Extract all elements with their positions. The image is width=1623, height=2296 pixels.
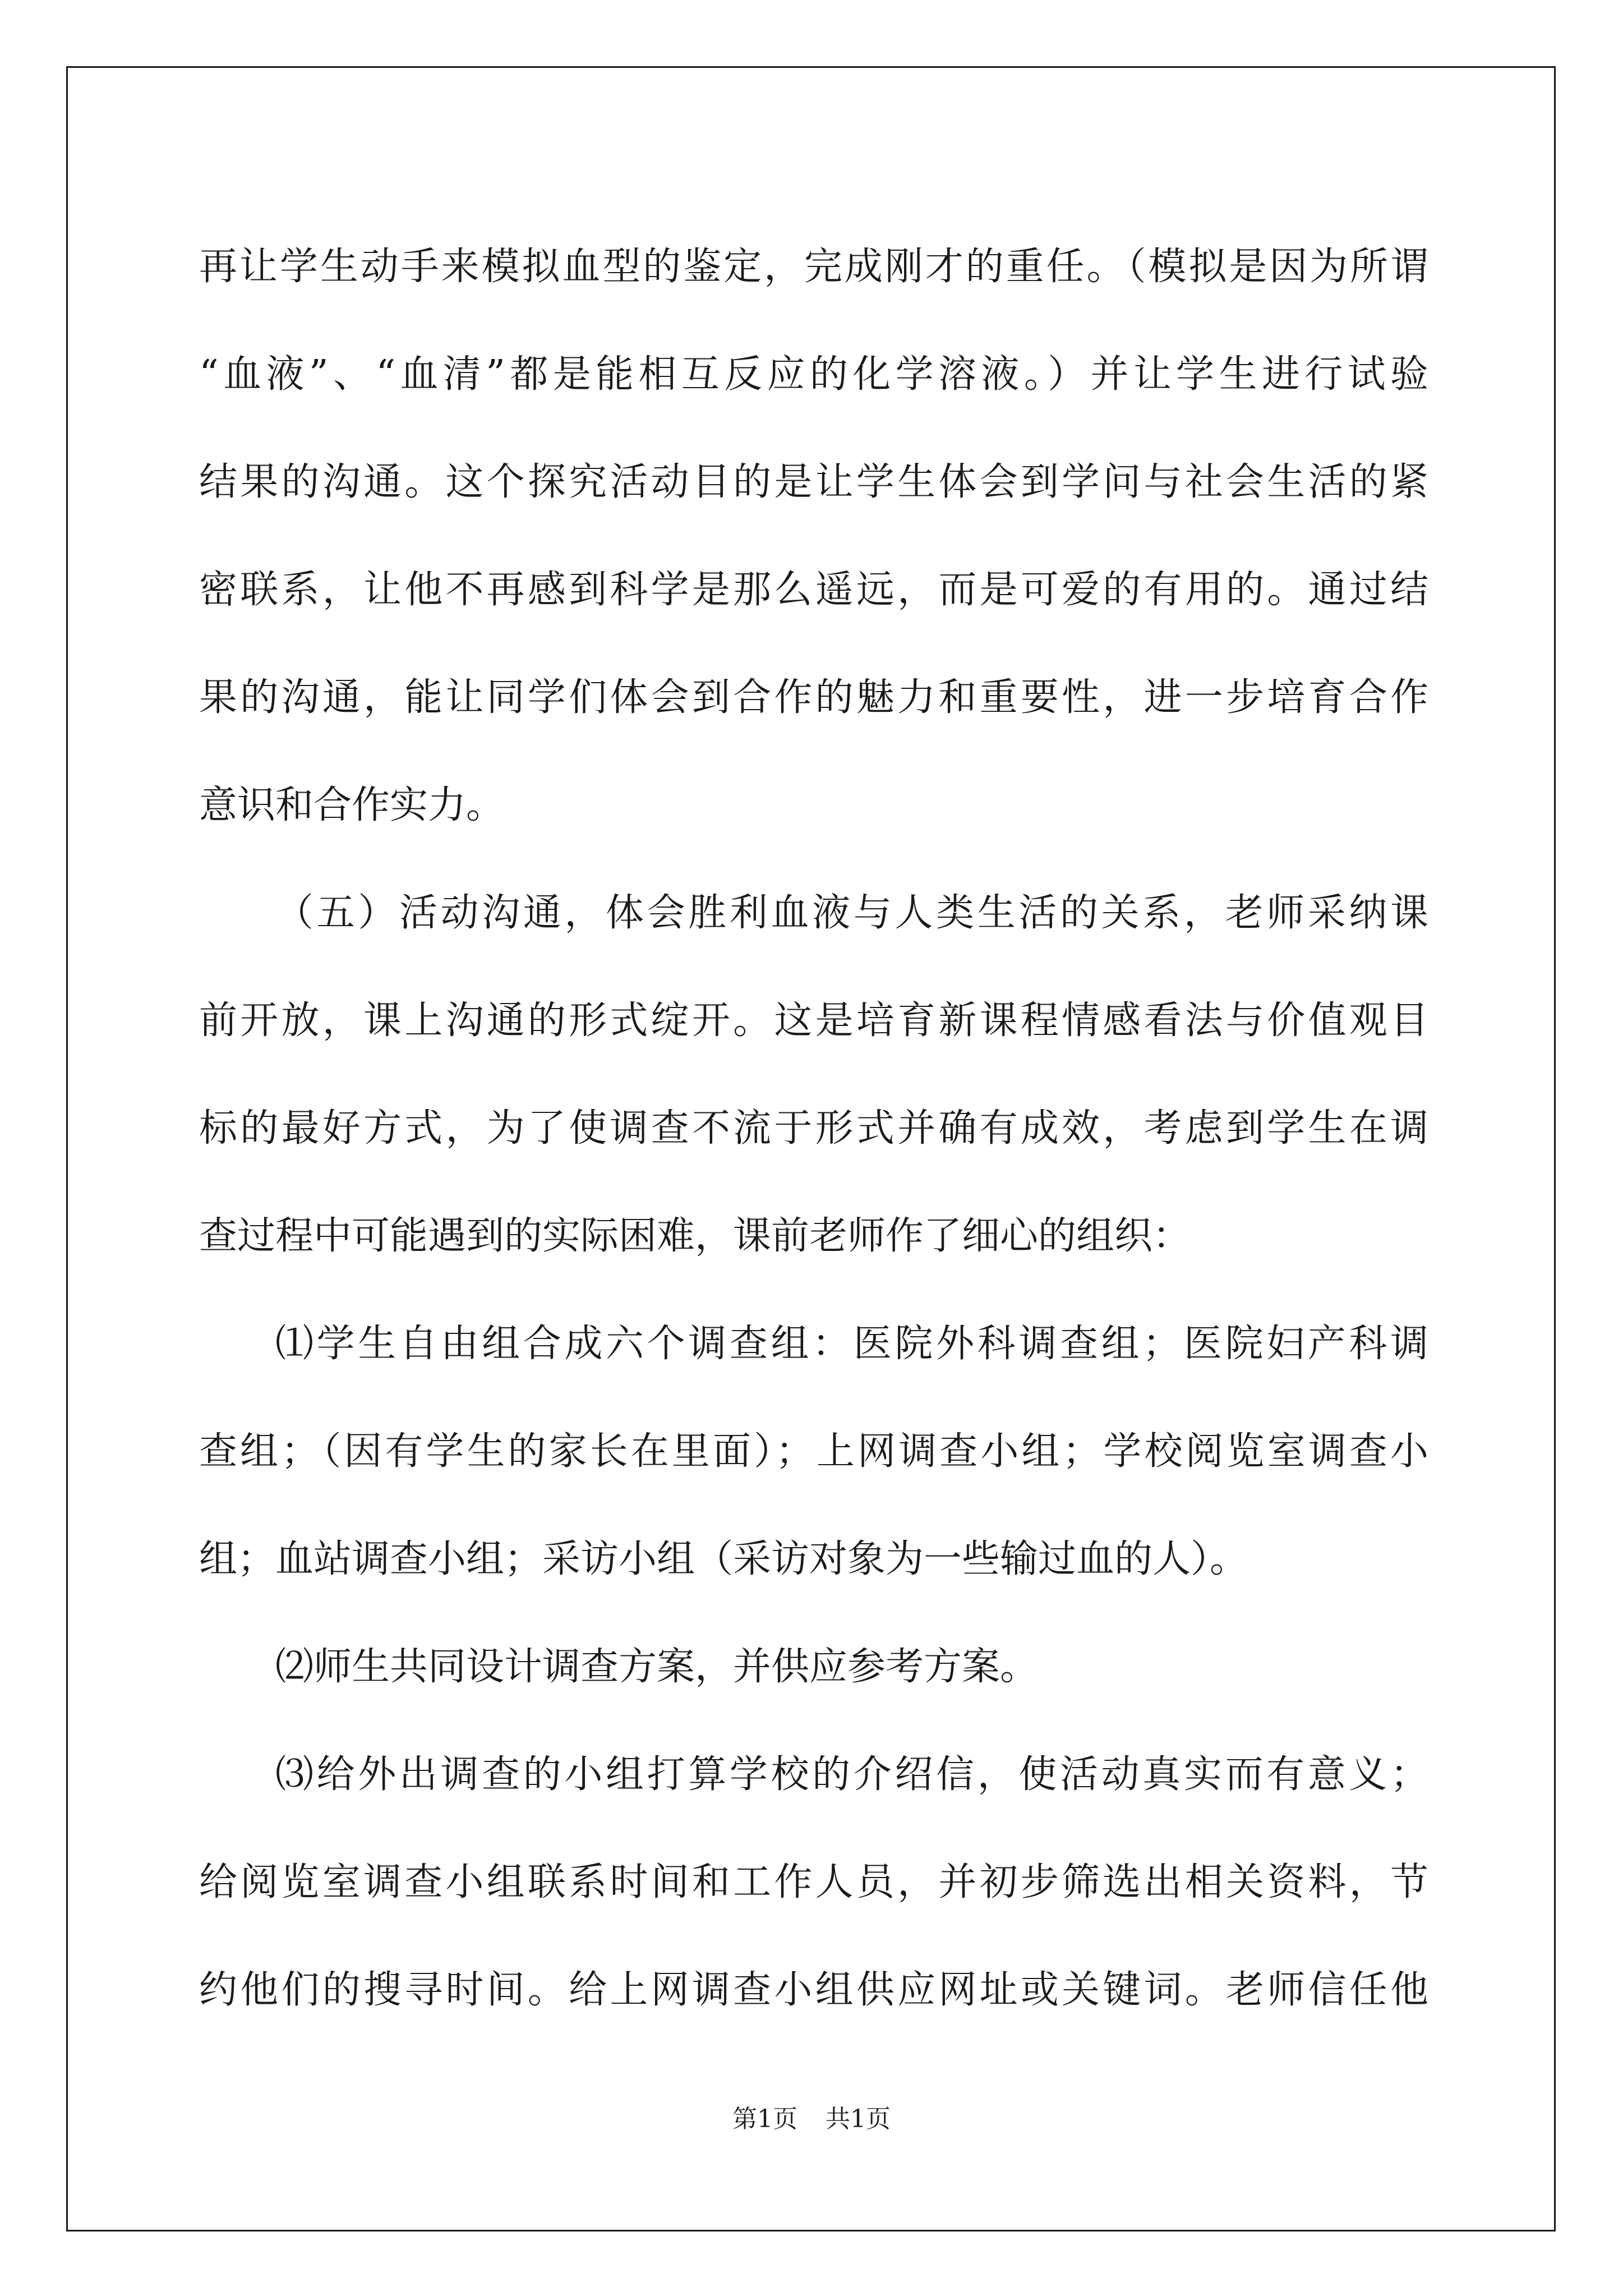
text-line: ⑶给外出调查的小组打算学校的介绍信，使活动真实而有意义； — [275, 1752, 1428, 1797]
page-total: 共1页 — [826, 2105, 891, 2133]
page-number: 第1页 — [732, 2105, 797, 2133]
text-line: “血液”、“血清”都是能相互反应的化学溶液。）并让学生进行试验 — [199, 352, 1428, 397]
text-line: 结果的沟通。这个探究活动目的是让学生体会到学问与社会生活的紧 — [199, 460, 1428, 504]
document-body — [199, 213, 1428, 2044]
text-line: 给阅览室调查小组联系时间和工作人员，并初步筛选出相关资料，节 — [199, 1860, 1428, 1904]
text-line: 标的最好方式，为了使调查不流于形式并确有成效，考虑到学生在调 — [199, 1106, 1428, 1151]
text-line: 前开放，课上沟通的形式绽开。这是培育新课程情感看法与价值观目 — [199, 999, 1428, 1043]
text-line: 再让学生动手来模拟血型的鉴定，完成刚才的重任。（模拟是因为所谓 — [199, 245, 1428, 289]
text-line: （五）活动沟通，体会胜利血液与人类生活的关系，老师采纳课 — [275, 891, 1428, 935]
text-line: 查组；（因有学生的家长在里面）；上网调查小组；学校阅览室调查小 — [199, 1429, 1428, 1474]
text-line: 意识和合作实力。 — [199, 783, 505, 827]
text-line: 约他们的搜寻时间。给上网调查小组供应网址或关键词。老师信任他 — [199, 1968, 1428, 2012]
text-line: ⑵师生共同设计调查方案，并供应参考方案。 — [275, 1645, 1039, 1689]
text-line: 查过程中可能遇到的实际困难，课前老师作了细心的组织： — [199, 1214, 1191, 1258]
text-line: 组；血站调查小组；采访小组（采访对象为一些输过血的人）。 — [199, 1537, 1248, 1581]
text-line: ⑴学生自由组合成六个调查组：医院外科调查组；医院妇产科调 — [275, 1322, 1428, 1366]
text-line: 果的沟通，能让同学们体会到合作的魅力和重要性，进一步培育合作 — [199, 675, 1428, 720]
text-line: 密联系，让他不再感到科学是那么遥远，而是可爱的有用的。通过结 — [199, 568, 1428, 612]
page-footer — [0, 2102, 1623, 2136]
